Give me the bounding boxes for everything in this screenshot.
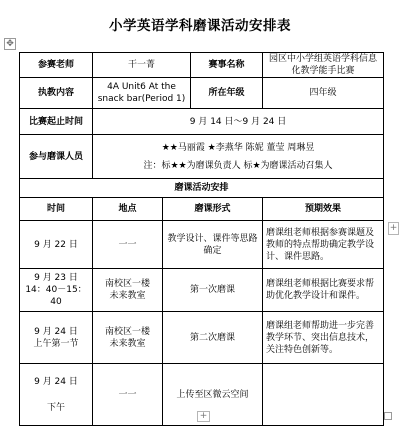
schedule-table bbox=[19, 52, 384, 426]
participants-value bbox=[93, 135, 384, 179]
row-effect bbox=[263, 364, 384, 426]
event-value: 园区中小学组英语学科信息化教学能手比赛 bbox=[263, 53, 384, 78]
add-column-icon[interactable]: + bbox=[389, 223, 398, 233]
table-row bbox=[20, 364, 384, 426]
row-time bbox=[20, 269, 93, 312]
info-row-participants bbox=[20, 135, 384, 179]
row-effect-text: 磨课组老师根据比赛要求帮助优化教学设计和课件。 bbox=[266, 279, 375, 301]
participants-note: 注：标★★为磨课负责人 标★为磨课活动召集人 bbox=[143, 160, 333, 171]
row-time bbox=[20, 312, 93, 364]
schedule-header-row bbox=[20, 198, 384, 221]
row-time-line: 9 月 24 日 bbox=[34, 326, 78, 337]
row-effect bbox=[263, 221, 384, 269]
row-time-line: 9 月 23 日 bbox=[34, 273, 78, 283]
row-place-line: 南校区一楼 bbox=[104, 326, 150, 337]
teacher-label: 参赛老师 bbox=[20, 53, 93, 78]
content-label: 执教内容 bbox=[20, 78, 93, 109]
row-place-line: 一一 bbox=[118, 389, 137, 400]
document-title: 小学英语学科磨课活动安排表 bbox=[109, 18, 291, 34]
participants-list: ★★马丽霞 ★李燕华 陈妮 董莹 周琳昱 bbox=[161, 142, 315, 153]
row-place bbox=[93, 221, 163, 269]
row-time bbox=[20, 221, 93, 269]
event-label: 赛事名称 bbox=[191, 53, 263, 78]
table-row bbox=[20, 312, 384, 364]
info-row-content bbox=[20, 78, 384, 109]
row-place-line: 一一 bbox=[118, 239, 137, 250]
col-header-form: 磨课形式 bbox=[163, 198, 263, 221]
dates-label: 比赛起止时间 bbox=[20, 109, 93, 135]
row-time-line: 上午第一节 bbox=[33, 338, 79, 349]
row-place-line: 南校区一楼 bbox=[104, 279, 150, 289]
grade-value: 四年级 bbox=[263, 78, 384, 109]
row-effect bbox=[263, 269, 384, 312]
row-place bbox=[93, 312, 163, 364]
row-form bbox=[163, 221, 263, 269]
col-header-time: 时间 bbox=[20, 198, 93, 221]
table-resize-handle[interactable] bbox=[384, 412, 392, 420]
col-header-place: 地点 bbox=[93, 198, 163, 221]
row-time-line: 下午 bbox=[46, 402, 65, 413]
info-row-teacher bbox=[20, 53, 384, 78]
row-effect-text: 磨课组老师根据参赛课题及教师的特点帮助确定教学设计、课件思路。 bbox=[266, 227, 375, 262]
table-row bbox=[20, 221, 384, 269]
row-form-text: 第一次磨课 bbox=[190, 285, 236, 295]
teacher-value: 干一菁 bbox=[93, 53, 191, 78]
participants-label: 参与磨课人员 bbox=[20, 135, 93, 179]
row-place bbox=[93, 269, 163, 312]
content-value: 4A Unit6 At the snack bar(Period 1) bbox=[93, 78, 191, 109]
row-effect-text: 磨课组老师帮助进一步完善教学环节、突出信息技术，关注特色创新等。 bbox=[266, 320, 375, 355]
row-form-text: 教学设计、课件等思路确定 bbox=[167, 233, 258, 256]
info-row-dates bbox=[20, 109, 384, 135]
table-row bbox=[20, 269, 384, 312]
table-move-handle-icon[interactable]: ✥ bbox=[4, 38, 16, 50]
section-title-row bbox=[20, 179, 384, 198]
add-row-icon[interactable]: + bbox=[197, 411, 210, 422]
grade-label: 所在年级 bbox=[191, 78, 263, 109]
row-form-text: 第二次磨课 bbox=[190, 332, 236, 343]
row-place-line: 未来教室 bbox=[109, 338, 146, 349]
row-place-line: 未来教室 bbox=[109, 291, 146, 301]
row-form bbox=[163, 269, 263, 312]
section-title: 磨课活动安排 bbox=[20, 179, 384, 198]
row-time bbox=[20, 364, 93, 426]
row-time-line: 9 月 24 日 bbox=[34, 376, 78, 387]
row-form-text: 上传至区微云空间 bbox=[176, 389, 249, 400]
row-form bbox=[163, 364, 263, 426]
row-time-line: 9 月 22 日 bbox=[34, 239, 78, 250]
row-form bbox=[163, 312, 263, 364]
col-header-effect: 预期效果 bbox=[263, 198, 384, 221]
row-place bbox=[93, 364, 163, 426]
row-effect bbox=[263, 312, 384, 364]
dates-value: 9 月 14 日～9 月 24 日 bbox=[93, 109, 384, 135]
row-time-line: 14：40－15：40 bbox=[25, 285, 87, 307]
